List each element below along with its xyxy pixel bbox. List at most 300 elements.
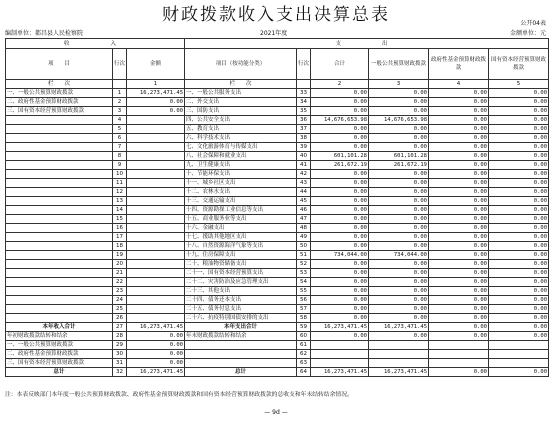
fund-budget-cell: 0.00 [429,215,489,224]
total-cell: 16,273,471.45 [311,323,369,332]
expense-item-cell: 七、文化旅游体育与传媒支出 [185,143,297,152]
state-capital-cell: 0.00 [489,287,549,296]
state-capital-cell: 0.00 [489,215,549,224]
income-line-cell: 24 [113,296,127,305]
income-amount-cell [127,269,185,278]
income-amount-cell [127,134,185,143]
expense-item-cell: 九、卫生健康支出 [185,161,297,170]
general-budget-cell: 0.00 [369,179,429,188]
expense-item-cell: 十四、资源勘探工业信息等支出 [185,206,297,215]
fund-budget-cell: 0.00 [429,323,489,332]
income-amount-cell [127,296,185,305]
table-row [6,332,549,341]
general-budget-cell [369,350,429,359]
table-row [6,170,549,179]
income-item-cell [6,269,113,278]
general-budget-cell: 0.00 [369,98,429,107]
table-row [6,350,549,359]
income-item-cell [6,287,113,296]
state-capital-cell: 0.00 [489,260,549,269]
fund-budget-cell: 0.00 [429,143,489,152]
seq-2: 2 [311,80,369,89]
general-budget-cell: 0.00 [369,278,429,287]
income-amount-cell: 0.00 [127,107,185,116]
expense-line-cell: 42 [297,170,311,179]
general-budget-cell: 601,101.28 [369,152,429,161]
income-amount-cell [127,314,185,323]
income-item-cell [6,278,113,287]
table-row [6,278,549,287]
total-cell: 0.00 [311,98,369,107]
expense-item-cell: 二十、粮油物资储备支出 [185,260,297,269]
expense-line-cell: 46 [297,206,311,215]
total-cell: 0.00 [311,89,369,98]
general-budget-cell: 0.00 [369,296,429,305]
fund-budget-cell: 0.00 [429,233,489,242]
col-item-function: 项目（按功能分类） [185,49,297,80]
income-line-cell: 28 [113,332,127,341]
income-line-cell: 4 [113,116,127,125]
general-budget-cell: 0.00 [369,107,429,116]
table-row [6,116,549,125]
expense-line-cell: 33 [297,89,311,98]
seq-3: 3 [369,80,429,89]
total-cell: 0.00 [311,278,369,287]
fund-budget-cell: 0.00 [429,332,489,341]
expense-item-cell: 二十二、灾害防治及应急管理支出 [185,278,297,287]
table-row [6,368,549,377]
expense-item-cell: 二十六、抗疫特别国债安排的支出 [185,314,297,323]
income-item-cell [6,242,113,251]
fund-budget-cell: 0.00 [429,251,489,260]
fund-budget-cell: 0.00 [429,305,489,314]
income-amount-cell [127,215,185,224]
expense-line-cell: 63 [297,359,311,368]
expense-line-cell: 54 [297,278,311,287]
expense-line-cell: 57 [297,305,311,314]
expense-line-cell: 61 [297,341,311,350]
income-line-cell: 2 [113,98,127,107]
state-capital-cell: 0.00 [489,188,549,197]
income-amount-cell [127,188,185,197]
fund-budget-cell [429,350,489,359]
general-budget-cell [369,359,429,368]
col-general-budget: 一般公共预算财政拨款 [369,49,429,80]
general-budget-cell: 16,273,471.45 [369,368,429,377]
total-cell: 0.00 [311,296,369,305]
income-item-cell [6,125,113,134]
income-line-cell: 20 [113,260,127,269]
expense-line-cell: 60 [297,332,311,341]
fund-budget-cell: 0.00 [429,89,489,98]
general-budget-cell: 0.00 [369,224,429,233]
table-row [6,134,549,143]
income-line-cell: 6 [113,134,127,143]
fund-budget-cell: 0.00 [429,188,489,197]
col-amount: 金额 [127,49,185,80]
income-item-cell [6,260,113,269]
total-cell: 0.00 [311,206,369,215]
income-line-cell: 32 [113,368,127,377]
expense-header: 支 出 [185,39,549,49]
general-budget-cell: 0.00 [369,197,429,206]
expense-item-cell: 八、社会保障和就业支出 [185,152,297,161]
expense-item-cell: 十一、城乡社区支出 [185,179,297,188]
income-line-cell: 11 [113,179,127,188]
income-line-cell: 7 [113,143,127,152]
income-item-cell [6,251,113,260]
income-amount-cell [127,287,185,296]
income-amount-cell: 16,273,471.45 [127,323,185,332]
general-budget-cell: 0.00 [369,215,429,224]
state-capital-cell: 0.00 [489,116,549,125]
expense-line-cell: 44 [297,188,311,197]
table-row [6,314,549,323]
total-cell: 261,672.19 [311,161,369,170]
income-amount-cell [127,152,185,161]
table-row [6,89,549,98]
general-budget-cell: 0.00 [369,314,429,323]
income-item-cell [6,116,113,125]
income-item-cell: 一、一般公共预算财政拨款 [6,89,113,98]
state-capital-cell: 0.00 [489,197,549,206]
expense-line-cell: 51 [297,251,311,260]
total-cell: 0.00 [311,125,369,134]
table-row [6,296,549,305]
expense-item-cell: 十九、住房保障支出 [185,251,297,260]
income-amount-cell [127,125,185,134]
total-cell [311,341,369,350]
fund-budget-cell: 0.00 [429,134,489,143]
fund-budget-cell: 0.00 [429,107,489,116]
income-line-cell: 16 [113,224,127,233]
income-line-cell: 22 [113,278,127,287]
col-fund-budget: 政府性基金预算财政拨款 [429,49,489,80]
table-row [6,215,549,224]
expense-item-cell: 十五、商业服务业等支出 [185,215,297,224]
income-amount-cell [127,260,185,269]
income-item-cell [6,296,113,305]
fiscal-year: 2021年度 [260,30,288,37]
table-row [6,305,549,314]
income-line-cell: 10 [113,170,127,179]
budget-table [5,38,549,377]
table-row [6,359,549,368]
expense-item-cell: 十二、农林水支出 [185,188,297,197]
income-item-cell: 三、国有资本经营预算财政拨款 [6,107,113,116]
state-capital-cell: 0.00 [489,161,549,170]
state-capital-cell: 0.00 [489,179,549,188]
expense-line-cell: 59 [297,323,311,332]
general-budget-cell: 0.00 [369,125,429,134]
expense-item-cell: 十七、援助其他地区支出 [185,233,297,242]
expense-line-cell: 47 [297,215,311,224]
income-amount-cell [127,170,185,179]
total-cell: 16,273,471.45 [311,368,369,377]
income-item-cell [6,305,113,314]
total-cell: 14,676,653.98 [311,116,369,125]
general-budget-cell: 16,273,471.45 [369,323,429,332]
expense-line-cell: 37 [297,125,311,134]
state-capital-cell: 0.00 [489,242,549,251]
expense-line-cell: 64 [297,368,311,377]
seq-label: 栏 次 [6,80,113,89]
seq-5: 5 [489,80,549,89]
state-capital-cell: 0.00 [489,125,549,134]
expense-line-cell: 49 [297,233,311,242]
col-state-capital: 国有资本经营预算财政拨款 [489,49,549,80]
fund-budget-cell: 0.00 [429,242,489,251]
state-capital-cell [489,359,549,368]
income-line-cell: 19 [113,251,127,260]
general-budget-cell: 0.00 [369,287,429,296]
total-cell: 0.00 [311,224,369,233]
seq-label-2: 栏 次 [185,80,297,89]
income-line-cell: 13 [113,197,127,206]
general-budget-cell: 0.00 [369,170,429,179]
state-capital-cell: 0.00 [489,170,549,179]
total-cell: 0.00 [311,287,369,296]
income-amount-cell: 0.00 [127,332,185,341]
expense-item-cell: 五、教育支出 [185,125,297,134]
income-line-cell: 3 [113,107,127,116]
expense-line-cell: 48 [297,224,311,233]
income-item-cell: 二、政府性基金预算财政拨款 [6,350,113,359]
total-cell: 0.00 [311,170,369,179]
col-item: 项 目 [6,49,113,80]
table-row [6,224,549,233]
expense-item-cell: 二、外交支出 [185,98,297,107]
general-budget-cell: 734,044.00 [369,251,429,260]
total-cell: 0.00 [311,314,369,323]
income-line-cell: 12 [113,188,127,197]
fund-budget-cell: 0.00 [429,269,489,278]
general-budget-cell: 0.00 [369,143,429,152]
general-budget-cell: 0.00 [369,260,429,269]
table-row [6,179,549,188]
table-row [6,152,549,161]
income-amount-cell [127,224,185,233]
income-line-cell: 15 [113,215,127,224]
expense-line-cell: 50 [297,242,311,251]
table-row [6,233,549,242]
income-line-cell: 26 [113,314,127,323]
expense-line-cell: 62 [297,350,311,359]
expense-line-cell: 55 [297,287,311,296]
state-capital-cell: 0.00 [489,368,549,377]
fund-budget-cell: 0.00 [429,170,489,179]
expense-line-cell: 58 [297,314,311,323]
fund-budget-cell [429,341,489,350]
table-row [6,206,549,215]
total-cell: 0.00 [311,179,369,188]
income-line-cell: 18 [113,242,127,251]
table-row [6,341,549,350]
total-cell: 0.00 [311,215,369,224]
income-line-cell: 30 [113,350,127,359]
income-amount-cell: 0.00 [127,341,185,350]
state-capital-cell: 0.00 [489,251,549,260]
state-capital-cell [489,341,549,350]
income-line-cell: 29 [113,341,127,350]
state-capital-cell: 0.00 [489,269,549,278]
total-cell: 0.00 [311,242,369,251]
income-item-cell [6,314,113,323]
income-line-cell: 25 [113,305,127,314]
income-item-cell: 总计 [6,368,113,377]
report-title: 财政拨款收入支出决算总表 [162,5,390,25]
total-cell [311,350,369,359]
income-line-cell: 31 [113,359,127,368]
income-item-cell: 二、政府性基金预算财政拨款 [6,98,113,107]
income-item-cell: 一、一般公共预算财政拨款 [6,341,113,350]
state-capital-cell: 0.00 [489,224,549,233]
fund-budget-cell: 0.00 [429,152,489,161]
expense-line-cell: 40 [297,152,311,161]
expense-item-cell: 十、节能环保支出 [185,170,297,179]
income-item-cell [6,197,113,206]
state-capital-cell: 0.00 [489,278,549,287]
fund-budget-cell: 0.00 [429,125,489,134]
state-capital-cell [489,350,549,359]
expense-line-cell: 38 [297,134,311,143]
state-capital-cell: 0.00 [489,89,549,98]
state-capital-cell: 0.00 [489,98,549,107]
income-amount-cell [127,179,185,188]
income-item-cell [6,161,113,170]
table-row [6,143,549,152]
state-capital-cell: 0.00 [489,314,549,323]
general-budget-cell: 0.00 [369,206,429,215]
income-item-cell [6,134,113,143]
fund-budget-cell: 0.00 [429,206,489,215]
income-amount-cell [127,233,185,242]
income-item-cell [6,233,113,242]
expense-item-cell: 三、国防支出 [185,107,297,116]
expense-line-cell: 39 [297,143,311,152]
total-cell: 0.00 [311,197,369,206]
expense-item-cell [185,341,297,350]
state-capital-cell: 0.00 [489,134,549,143]
expense-item-cell: 一、一般公共服务支出 [185,89,297,98]
table-row [6,107,549,116]
expense-line-cell: 45 [297,197,311,206]
income-amount-cell: 0.00 [127,359,185,368]
page-number: — 9d — [264,409,288,416]
total-cell: 0.00 [311,134,369,143]
income-line-cell: 9 [113,161,127,170]
total-cell: 0.00 [311,107,369,116]
total-cell: 0.00 [311,332,369,341]
total-cell: 0.00 [311,260,369,269]
income-item-cell [6,152,113,161]
general-budget-cell: 0.00 [369,188,429,197]
income-item-cell [6,188,113,197]
state-capital-cell: 0.00 [489,233,549,242]
general-budget-cell: 0.00 [369,269,429,278]
table-row [6,287,549,296]
expense-line-cell: 34 [297,98,311,107]
income-amount-cell [127,242,185,251]
general-budget-cell: 0.00 [369,89,429,98]
income-line-cell: 27 [113,323,127,332]
income-item-cell: 三、国有资本经营预算财政拨款 [6,359,113,368]
general-budget-cell: 0.00 [369,242,429,251]
fund-budget-cell: 0.00 [429,179,489,188]
income-amount-cell [127,143,185,152]
amount-unit: 金额单位：元 [509,30,546,37]
income-amount-cell: 0.00 [127,98,185,107]
fund-budget-cell [429,359,489,368]
table-row [6,251,549,260]
expense-line-cell: 53 [297,269,311,278]
fund-budget-cell: 0.00 [429,224,489,233]
expense-line-cell: 35 [297,107,311,116]
income-amount-cell [127,197,185,206]
fund-budget-cell: 0.00 [429,161,489,170]
fund-budget-cell: 0.00 [429,260,489,269]
fund-budget-cell: 0.00 [429,314,489,323]
income-item-cell [6,143,113,152]
fund-budget-cell: 0.00 [429,197,489,206]
fund-budget-cell: 0.00 [429,368,489,377]
expense-item-cell [185,359,297,368]
expense-line-cell: 56 [297,296,311,305]
table-row [6,269,549,278]
income-amount-cell: 0.00 [127,350,185,359]
total-cell: 0.00 [311,233,369,242]
expense-item-cell: 二十五、债务付息支出 [185,305,297,314]
expense-item-cell: 六、科学技术支出 [185,134,297,143]
income-header: 收 入 [6,39,185,49]
table-row [6,323,549,332]
expense-item-cell [185,350,297,359]
total-cell: 601,101.28 [311,152,369,161]
income-amount-cell: 16,273,471.45 [127,89,185,98]
expense-item-cell: 本年支出合计 [185,323,297,332]
seq-blank-2 [297,80,311,89]
expense-item-cell: 四、公共安全支出 [185,116,297,125]
income-amount-cell [127,116,185,125]
expense-item-cell: 总计 [185,368,297,377]
seq-blank [113,80,127,89]
expense-item-cell: 十六、金融支出 [185,224,297,233]
expense-line-cell: 41 [297,161,311,170]
expense-item-cell: 二十四、债务还本支出 [185,296,297,305]
expense-line-cell: 36 [297,116,311,125]
fund-budget-cell: 0.00 [429,278,489,287]
income-line-cell: 14 [113,206,127,215]
state-capital-cell: 0.00 [489,332,549,341]
state-capital-cell: 0.00 [489,152,549,161]
fund-budget-cell: 0.00 [429,296,489,305]
col-total: 合计 [311,49,369,80]
income-line-cell: 8 [113,152,127,161]
state-capital-cell: 0.00 [489,143,549,152]
income-amount-cell [127,206,185,215]
table-row [6,161,549,170]
income-item-cell [6,206,113,215]
fund-budget-cell: 0.00 [429,287,489,296]
table-row [6,125,549,134]
income-item-cell: 本年收入合计 [6,323,113,332]
income-amount-cell [127,251,185,260]
income-item-cell [6,179,113,188]
general-budget-cell: 0.00 [369,332,429,341]
seq-1: 1 [127,80,185,89]
general-budget-cell: 261,672.19 [369,161,429,170]
income-item-cell [6,215,113,224]
